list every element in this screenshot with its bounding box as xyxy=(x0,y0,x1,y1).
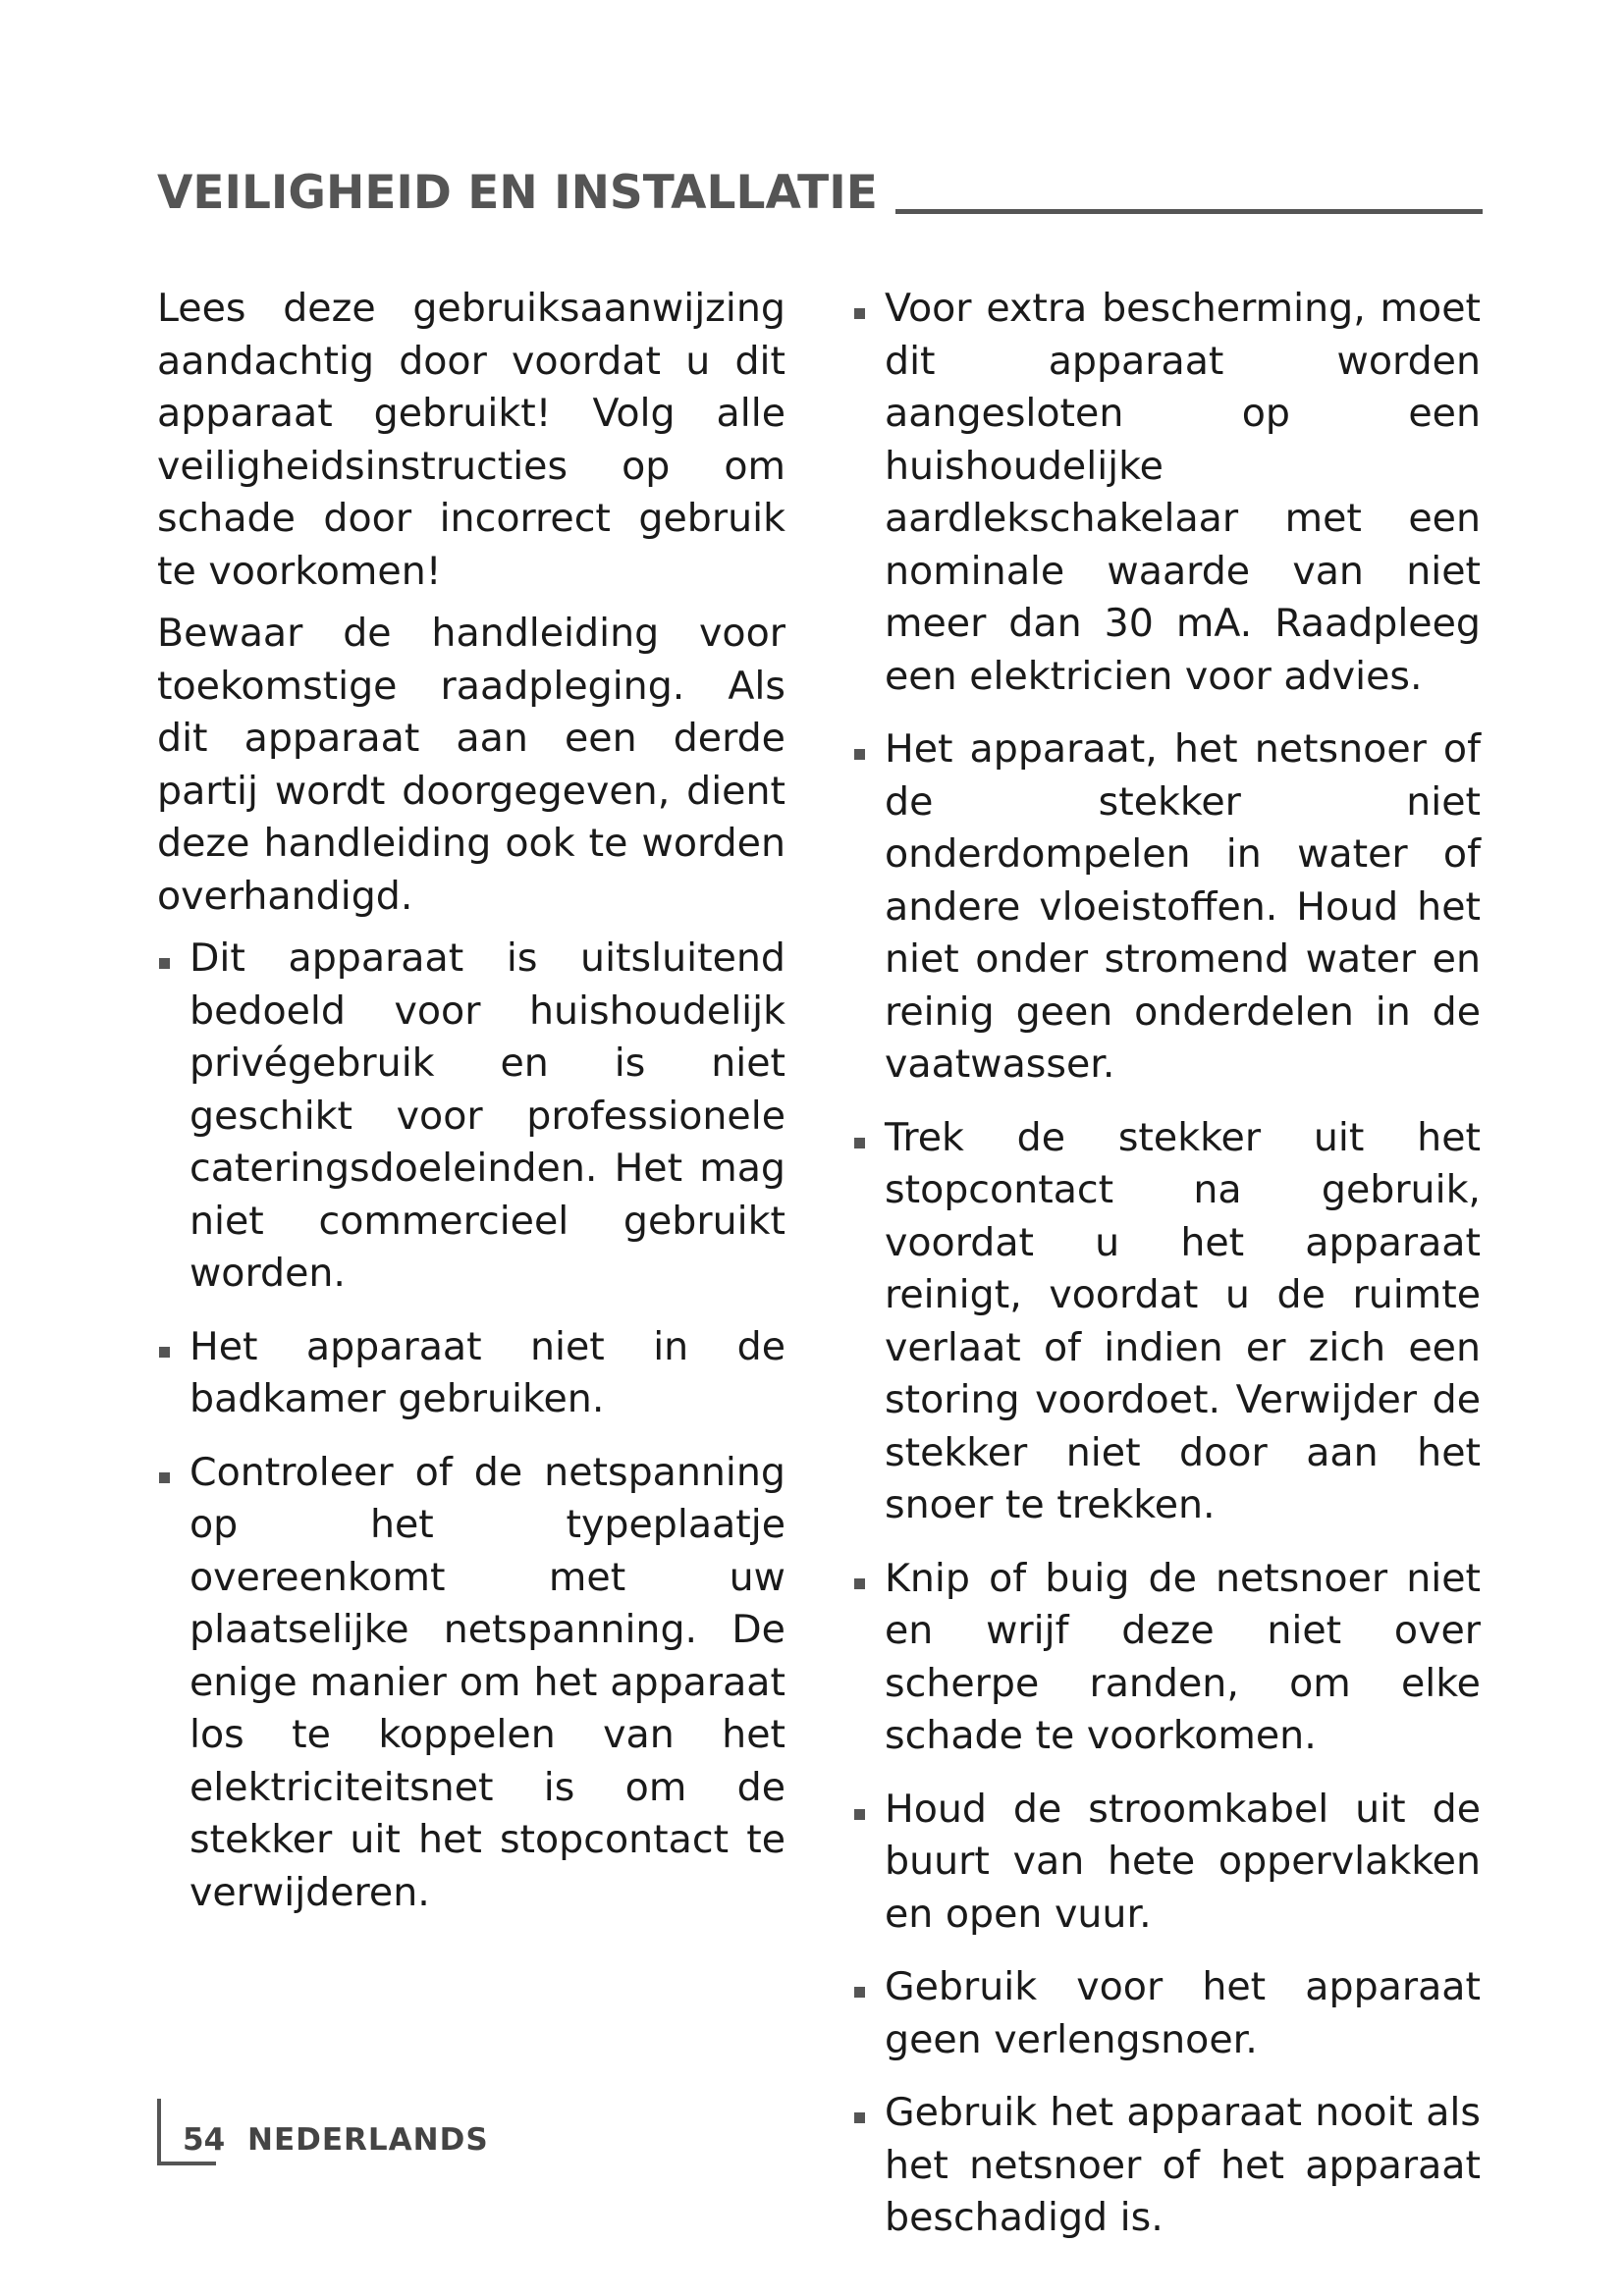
left-column xyxy=(157,283,785,1940)
list-item-text: Voor extra bescherming, moet dit apparaat worden aangesloten op een huishoudelijke aardlekschakelaar met een nominale waarde van niet meer dan 30 mA. Raadpleeg een elektricien voor advies. xyxy=(885,286,1481,699)
square-bullet-icon xyxy=(159,1347,170,1358)
list-item-text: Dit apparaat is uitsluitend bedoeld voor huishoudelijk privégebruik en is niet geschikt voor professionele cateringsdoeleinden. Het mag niet commercieel gebruikt worden. xyxy=(189,935,785,1296)
square-bullet-icon xyxy=(159,958,170,969)
list-item-text: Knip of buig de netsnoer niet en wrijf deze niet over scherpe randen, om elke schade te voorkomen. xyxy=(885,1555,1481,1758)
intro-paragraph: Bewaar de handleiding voor toekomstige raadpleging. Als dit apparaat aan een derde partij wordt doorgegeven, dient deze handleiding ook te worden overhandigd. xyxy=(157,611,785,919)
square-bullet-icon xyxy=(854,1809,865,1820)
section-header xyxy=(157,147,1483,220)
list-item-text: Houd de stroomkabel uit de buurt van hete oppervlakken en open vuur. xyxy=(885,1786,1481,1937)
list-item xyxy=(157,933,785,1301)
list-item xyxy=(852,2087,1481,2245)
square-bullet-icon xyxy=(854,1987,865,1998)
list-item xyxy=(157,1447,785,1920)
list-item xyxy=(852,1784,1481,1942)
square-bullet-icon xyxy=(854,749,865,760)
list-item-text: Trek de stekker uit het stopcontact na gebruik, voordat u het apparaat reinigt, voordat u de ruimte verlaat of indien er zich een storing voordoet. Verwijder de stekker niet door aan het snoer te trekken. xyxy=(885,1114,1481,1527)
page-number: 54 xyxy=(183,2122,226,2158)
list-item-text: Het apparaat, het netsnoer of de stekker niet onderdompelen in water of andere vloeistoffen. Houd het niet onder stromend water en reinig geen onderdelen in de vaatwasser. xyxy=(885,726,1481,1087)
list-item-text: Het apparaat niet in de badkamer gebruiken. xyxy=(189,1323,785,1421)
right-column xyxy=(852,283,1481,2266)
list-item xyxy=(852,1961,1481,2066)
square-bullet-icon xyxy=(854,1578,865,1589)
footer-corner-mark xyxy=(157,2099,226,2165)
list-item xyxy=(852,283,1481,703)
list-item xyxy=(852,1112,1481,1532)
page-footer xyxy=(157,2099,489,2165)
page-title: VEILIGHEID EN INSTALLATIE xyxy=(157,166,878,220)
footer-language: NEDERLANDS xyxy=(247,2122,489,2158)
right-bullet-list xyxy=(852,283,1481,2245)
list-item-text: Gebruik het apparaat nooit als het netsnoer of het apparaat beschadigd is. xyxy=(885,2090,1481,2240)
square-bullet-icon xyxy=(854,1138,865,1148)
square-bullet-icon xyxy=(159,1472,170,1483)
list-item-text: Controleer of de netspanning op het typeplaatje overeenkomt met uw plaatselijke netspanning. De enige manier om het apparaat los te koppelen van het elektriciteitsnet is om de stekker uit het stopcontact te verwijderen. xyxy=(189,1449,785,1915)
list-item-text: Gebruik voor het apparaat geen verlengsnoer. xyxy=(885,1964,1481,2062)
list-item xyxy=(852,1553,1481,1763)
header-rule xyxy=(895,209,1483,214)
left-bullet-list xyxy=(157,933,785,1919)
intro-paragraph: Lees deze gebruiksaanwijzing aandachtig door voordat u dit apparaat gebruikt! Volg alle veiligheidsinstructies op om schade door incorrect gebruik te voorkomen! xyxy=(157,286,785,594)
list-item xyxy=(852,723,1481,1092)
square-bullet-icon xyxy=(854,2112,865,2123)
square-bullet-icon xyxy=(854,308,865,319)
list-item xyxy=(157,1321,785,1426)
